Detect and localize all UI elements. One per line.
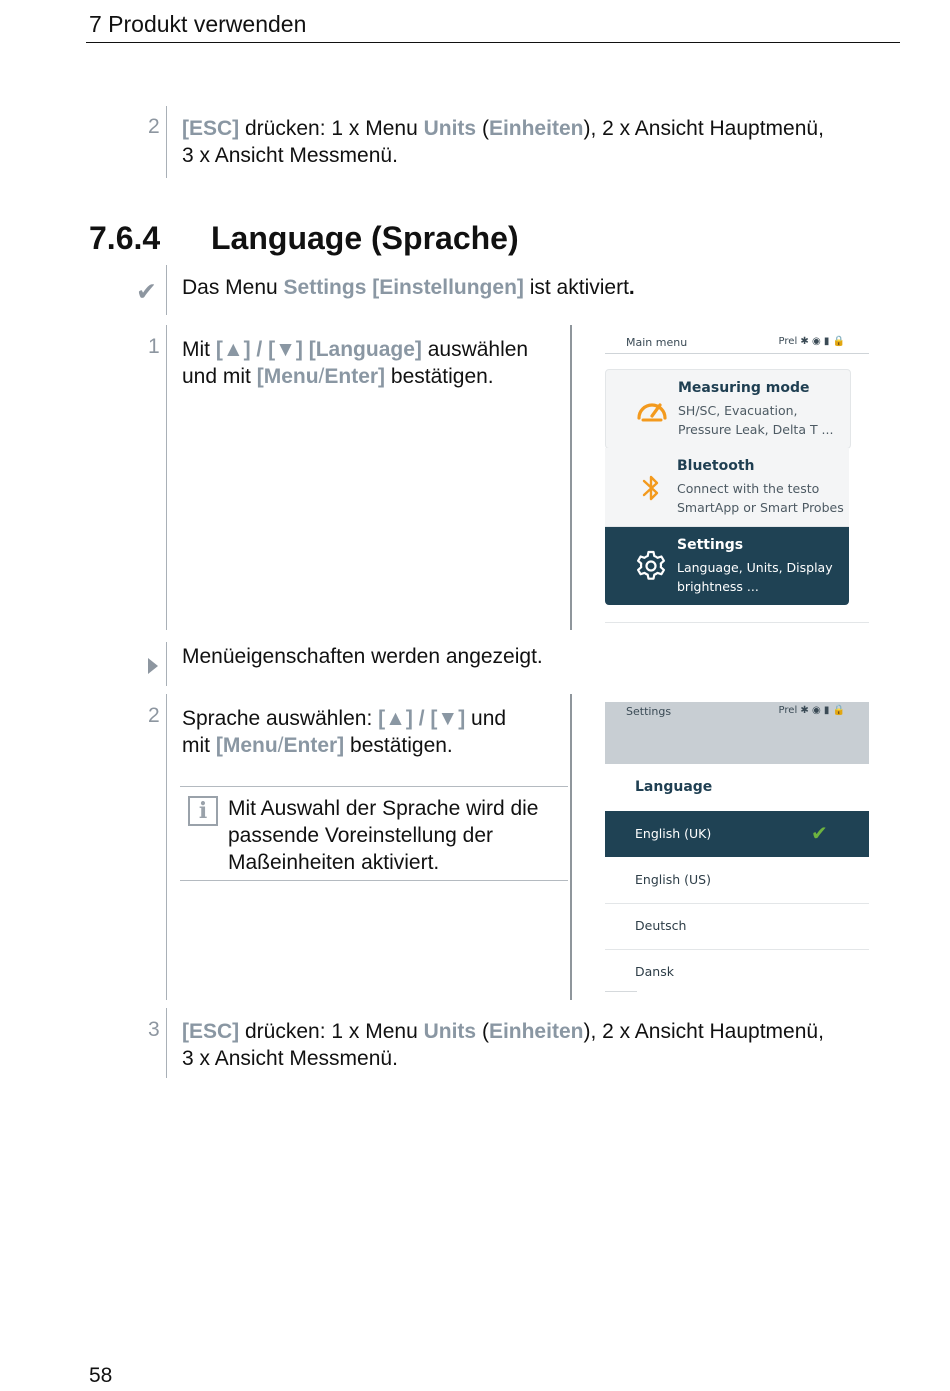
text-fragment: / [318, 365, 325, 388]
key-menu: [Menu [215, 734, 278, 757]
info-icon: i [188, 796, 218, 826]
language-label: English (US) [635, 872, 711, 887]
note-top-rule [180, 786, 568, 787]
step-divider [570, 325, 572, 630]
note-bottom-rule [180, 880, 568, 881]
section-title: Language (Sprache) [211, 220, 519, 256]
text-fragment: bestätigen. [385, 365, 494, 388]
text-fragment: . [628, 276, 635, 299]
screen-title: Settings [626, 705, 672, 718]
header-rule [86, 42, 900, 43]
language-option[interactable] [605, 903, 869, 950]
menu-item-subtitle: Language, Units, Display brightness ... [677, 560, 833, 594]
device-screen-language [605, 702, 869, 994]
step-number: 2 [148, 115, 160, 138]
precondition-text [182, 274, 635, 301]
status-icons: Prel ✱ ◉ ▮ 🔒 [778, 705, 845, 716]
status-bar [605, 702, 869, 722]
keys-up-down-language: [▲] / [▼] [Language] [215, 338, 422, 361]
gauge-icon [634, 392, 670, 428]
note-line: Mit Auswahl der Sprache wird die [228, 797, 539, 820]
step-number: 1 [148, 335, 160, 358]
key-enter: Enter] [324, 365, 386, 388]
bluetooth-icon [633, 470, 669, 506]
term-einheiten: Einheiten [488, 1020, 584, 1043]
language-label: Deutsch [635, 918, 687, 933]
text-fragment: ( [476, 1020, 489, 1043]
step-text [182, 336, 567, 390]
keys-up-down: [▲] / [▼] [378, 707, 466, 730]
menu-item-subtitle: Connect with the testo SmartApp or Smart Probes [677, 481, 844, 515]
menu-card-settings[interactable] [605, 527, 849, 605]
text-fragment: 3 x Ansicht Messmenü. [182, 1047, 398, 1070]
term-settings: Settings [Einstellungen] [283, 276, 524, 299]
step-rule [166, 265, 167, 315]
text-fragment: ), 2 x Ansicht Hauptmenü, [583, 1020, 824, 1043]
arrow-right-icon [148, 658, 158, 674]
menu-item-title: Settings [677, 537, 744, 553]
term-einheiten: Einheiten [488, 117, 584, 140]
key-esc: [ESC] [182, 117, 240, 140]
text-fragment: auswählen [421, 338, 529, 361]
section-number: 7.6.4 [89, 220, 161, 256]
language-label: English (UK) [635, 826, 712, 841]
menu-card-bluetooth[interactable] [605, 448, 849, 527]
term-units: Units [423, 1020, 477, 1043]
text-fragment: 3 x Ansicht Messmenü. [182, 144, 398, 167]
text-fragment: drücken: 1 x Menu [239, 1020, 424, 1043]
step-number: 2 [148, 704, 160, 727]
screen-header-band [605, 722, 869, 764]
term-units: Units [423, 117, 477, 140]
text-fragment: ( [476, 117, 489, 140]
step-text [182, 705, 567, 759]
check-icon: ✔ [811, 821, 828, 845]
text-fragment: Mit [182, 338, 216, 361]
device-screen-main-menu [605, 333, 869, 625]
step-rule [166, 106, 167, 178]
status-bar [605, 333, 869, 354]
step-number: 3 [148, 1018, 160, 1041]
text-fragment: / [277, 734, 284, 757]
check-icon: ✔ [136, 278, 157, 306]
key-esc: [ESC] [182, 1020, 240, 1043]
note-text [228, 795, 573, 876]
text-fragment: ), 2 x Ansicht Hauptmenü, [583, 117, 824, 140]
key-menu: [Menu [256, 365, 319, 388]
menu-item-subtitle: SH/SC, Evacuation, Pressure Leak, Delta T ... [678, 403, 834, 437]
step-text [182, 1018, 902, 1072]
language-option-selected[interactable] [605, 811, 869, 857]
step-rule [166, 642, 167, 686]
gear-icon [633, 548, 669, 584]
text-fragment: Das Menu [182, 276, 284, 299]
language-option[interactable] [605, 949, 869, 995]
text-fragment: mit [182, 734, 216, 757]
language-option[interactable] [605, 857, 869, 904]
note-line: Maßeinheiten aktiviert. [228, 851, 440, 874]
step-rule [166, 694, 167, 1000]
running-header: 7 Produkt verwenden [89, 11, 307, 37]
step-rule [166, 325, 167, 630]
text-fragment: drücken: 1 x Menu [239, 117, 424, 140]
text-fragment: bestätigen. [344, 734, 453, 757]
screen-bottom-rule [605, 991, 637, 992]
menu-card-measuring-mode[interactable] [605, 369, 851, 449]
key-enter: Enter] [283, 734, 345, 757]
menu-item-title: Bluetooth [677, 458, 755, 474]
screen-bottom-rule [605, 622, 869, 623]
step-text [182, 115, 902, 169]
text-fragment: und mit [182, 365, 257, 388]
text-fragment: ist aktiviert [523, 276, 629, 299]
result-text: Menüeigenschaften werden angezeigt. [182, 645, 543, 668]
text-fragment: Sprache auswählen: [182, 707, 379, 730]
status-icons: Prel ✱ ◉ ▮ 🔒 [778, 336, 845, 347]
step-rule [166, 1008, 167, 1078]
language-label: Dansk [635, 964, 674, 979]
page-number: 58 [89, 1364, 113, 1387]
menu-item-title: Measuring mode [678, 380, 810, 396]
text-fragment: und [465, 707, 507, 730]
language-heading: Language [635, 779, 713, 795]
note-line: passende Voreinstellung der [228, 824, 494, 847]
screen-title: Main menu [626, 336, 688, 349]
